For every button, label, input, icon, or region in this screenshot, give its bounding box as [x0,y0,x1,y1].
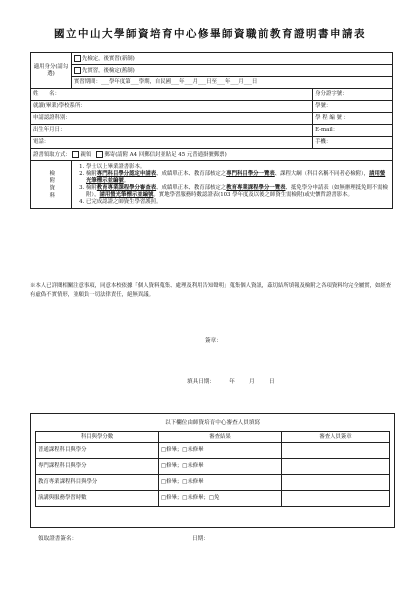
review-result[interactable]: □修畢；□未修畢 [159,459,282,475]
pickup-method: 證書領取方式： 親領 郵寄(請附 A4 回郵信封並貼足 45 元普通掛號郵票) [31,149,393,161]
review-signature[interactable] [282,459,390,475]
attachment-item: 2. 檢附專門科目學分認定申請表、成績單正本、教育部核定之專門科目學分一覽表、課程大綱（科目名稱不同者必檢附），請用螢光筆標示並編號。 [86,171,388,185]
review-col-subject: 科目與學分數 [36,432,159,443]
attachments-label: 檢附資料 [31,161,72,209]
review-signature[interactable] [282,475,390,491]
birthdate-field[interactable]: 出生年月日： [31,125,313,137]
applicant-type-option-old[interactable]: 先實習，後檢定(舊制) [72,65,393,77]
receive-date[interactable]: 日期： [192,536,209,542]
attachment-item: 1. 學士以上畢業證書影本。 [86,164,388,171]
checkbox-icon[interactable] [72,151,79,158]
application-form-table [30,52,393,209]
review-signature[interactable] [282,443,390,459]
review-header: 以下欄位由師資培育中心審查人員填寫 [164,420,261,426]
receiver-signature[interactable]: 領取證書簽名： [38,536,78,542]
name-field[interactable]: 姓 名： [31,89,313,101]
review-result[interactable]: □修畢；□未修畢；□免 [159,491,282,507]
attachment-item: 4. 已完成認證之師資生學習護照。 [86,199,388,206]
program-code-field[interactable]: 學 程 編 號 ： [313,113,393,125]
student-id-field[interactable]: 學號： [313,101,393,113]
page-title: 國立中山大學師資培育中心修畢師資職前教育證明書申請表 [54,28,366,40]
review-subject: 教育專業課程科目與學分 [36,475,159,491]
applicant-type-label: 適用身分(請勾選) [31,53,72,89]
applicant-type-option-new[interactable]: 先檢定，後實習(新制) [72,53,393,65]
school-dept-field[interactable]: 就讀(畢業)學校系所： [31,101,313,113]
checkbox-icon[interactable] [96,151,103,158]
fill-date[interactable]: 填具日期： 年 月 日 [187,379,275,385]
internship-period[interactable]: 實習期間：___學年度第___學期，自民國___年___月___日至___年___月___日 [72,77,393,89]
review-subject: 普通課程科目與學分 [36,443,159,459]
mobile-field[interactable]: 手機： [313,137,393,149]
category-field[interactable]: 申請認證科別： [31,113,313,125]
signature-field[interactable]: 簽章： [205,338,222,344]
review-col-signature: 審查人員簽章 [282,432,390,443]
review-subject: 專門課程科目與學分 [36,459,159,475]
review-table [35,431,390,507]
review-subject: 演講與服務學習時數 [36,491,159,507]
review-result[interactable]: □修畢；□未修畢 [159,475,282,491]
phone-field[interactable]: 電話： [31,137,313,149]
review-result[interactable]: □修畢；□未修畢 [159,443,282,459]
review-section [30,413,395,528]
attachment-item: 3. 檢附教育專業課程學分審查表、成績單正本、教育部核定之教育專業課程學分一覽表、抵免學分申請表（如無辦理抵免則不需檢附），請用螢光筆標示並編號。實地學習服務時數認證表(103 學年度及以後之師資生需檢附)或史懷哲證書影本。 [86,185,388,199]
review-signature[interactable] [282,491,390,507]
id-number-field[interactable]: 身分證字號： [313,89,393,101]
attachments-list [72,161,393,209]
email-field[interactable]: E-mail： [313,125,393,137]
checkbox-icon[interactable] [74,67,81,74]
checkbox-icon[interactable] [74,55,81,62]
declaration-text: ※本人已詳閱相關注意事項，同意本校依據「個人資料蒐集、處理及利用告知聲明」蒐集個人資訊，茲切結所填報及檢附之各項資料均完全屬實，如經查有虛偽不實情形，並願負一切法律責任，絕無異議。 [30,283,392,298]
review-col-result: 審查結果 [159,432,282,443]
